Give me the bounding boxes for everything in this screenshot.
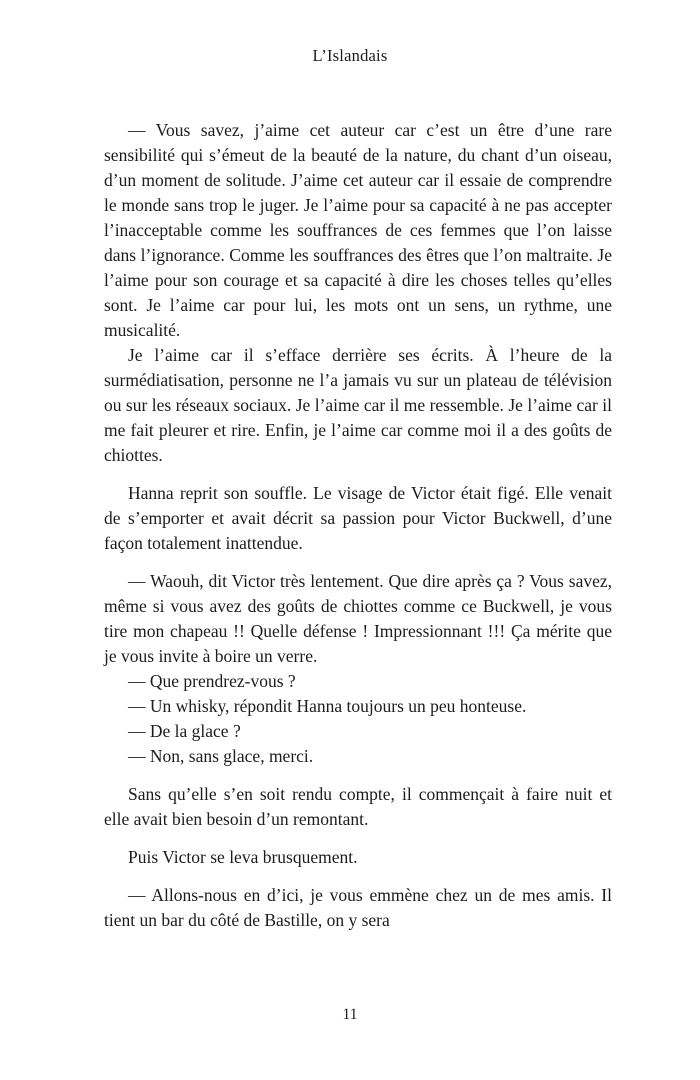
paragraph-je-laime: Je l’aime car il s’efface derrière ses écrits. À l’heure de la surmédiatisation, personne ne l’a jamais vu sur un plateau de télévision ou sur les réseaux sociaux. Je l’aime car il me ressemble. Je l’aime car il me fait pleurer et rire. Enfin, je l’aime car comme moi il a des goûts de chiottes. [104,345,612,465]
body-text [104,118,612,933]
paragraph-sans-quelle: Sans qu’elle s’en soit rendu compte, il commençait à faire nuit et elle avait bien besoin d’un remontant. [104,784,612,829]
paragraph-dialogue-allons-nous: — Allons-nous en d’ici, je vous emmène chez un de mes amis. Il tient un bar du côté de Bastille, on y sera [104,885,612,930]
paragraph-puis-victor: Puis Victor se leva brusquement. [128,847,358,867]
paragraph-dialogue-vous-savez: — Vous savez, j’aime cet auteur car c’est un être d’une rare sensibilité qui s’émeut de la beauté de la nature, du chant d’un oiseau, d’un moment de solitude. J’aime cet auteur car il essaie de comprendre le monde sans trop le juger. Je l’aime pour sa capacité à ne pas accepter l’inacceptable comme les souffrances de ces femmes que l’on laisse dans l’ignorance. Comme les souffrances des êtres que l’on maltraite. Je l’aime pour son courage et sa capacité à dire les choses telles qu’elles sont. Je l’aime car pour lui, les mots ont un sens, un rythme, une musicalité. [104,120,612,340]
paragraph-hanna-reprit: Hanna reprit son souffle. Le visage de Victor était figé. Elle venait de s’emporter et avait décrit sa passion pour Victor Buckwell, d’une façon totalement inattendue. [104,483,612,553]
paragraph-dialogue-de-la-glace: — De la glace ? [128,721,241,741]
paragraph-dialogue-que-prendrez-vous: — Que prendrez-vous ? [128,671,296,691]
running-head-title: L’Islandais [312,46,388,65]
paragraph-dialogue-un-whisky: — Un whisky, répondit Hanna toujours un peu honteuse. [128,696,527,716]
paragraph-dialogue-waouh: — Waouh, dit Victor très lentement. Que dire après ça ? Vous savez, même si vous avez des goûts de chiottes comme ce Buckwell, je vous tire mon chapeau !! Quelle défense ! Impressionnant !!! Ça mérite que je vous invite à boire un verre. [104,571,612,666]
paragraph-dialogue-sans-glace: — Non, sans glace, merci. [128,746,314,766]
page-number: 11 [342,1006,358,1023]
